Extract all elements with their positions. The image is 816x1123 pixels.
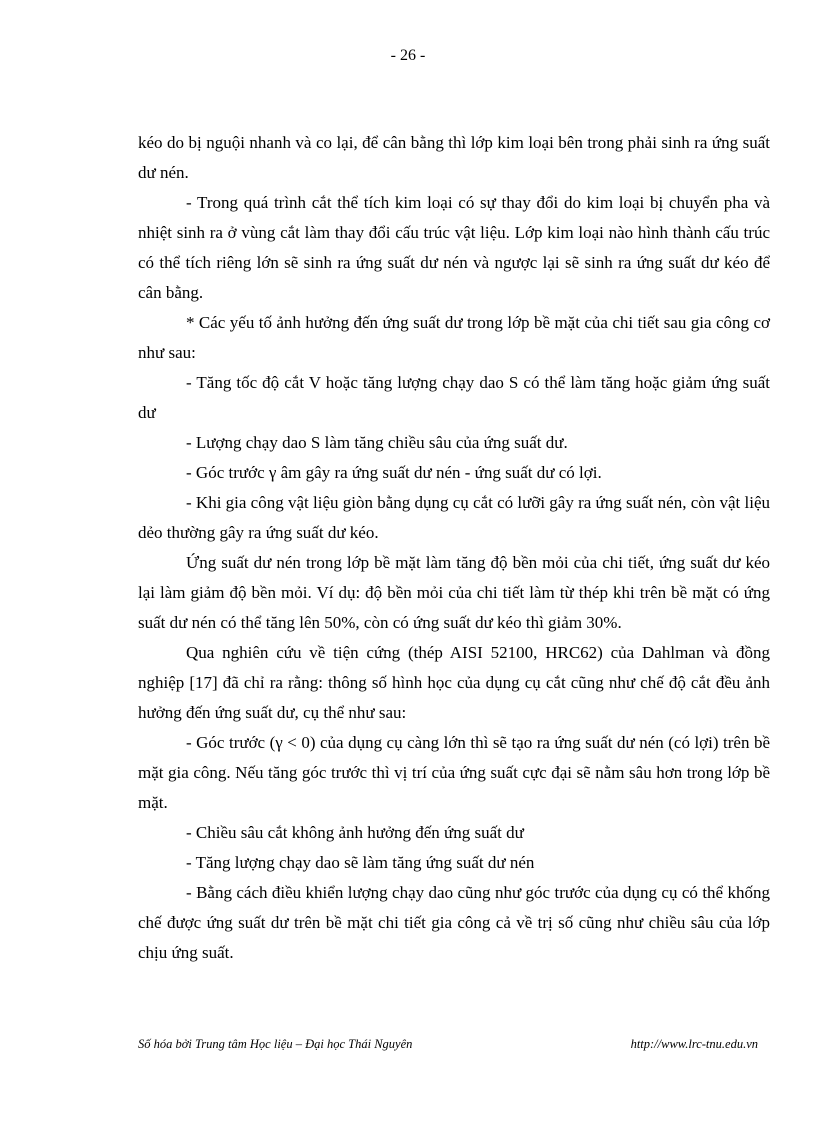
paragraph: Qua nghiên cứu về tiện cứng (thép AISI 52100, HRC62) của Dahlman và đồng nghiệp [17] đã chỉ ra rằng: thông số hình học của dụng cụ cắt cũng như chế độ cắt đều ảnh hưởng đến ứng suất dư, cụ thể như sau: (138, 643, 770, 722)
paragraph: - Trong quá trình cắt thể tích kim loại có sự thay đổi do kim loại bị chuyển pha và nhiệt sinh ra ở vùng cắt làm thay đổi cấu trúc vật liệu. Lớp kim loại nào hình thành cấu trúc có thể tích riêng lớn sẽ sinh ra ứng suất dư nén và ngược lại sẽ sinh ra ứng suất dư kéo để cân bằng. (138, 193, 770, 302)
paragraph: - Khi gia công vật liệu giòn bằng dụng cụ cắt có lưỡi gây ra ứng suất nén, còn vật liệu dẻo thường gây ra ứng suất dư kéo. (138, 493, 771, 542)
paragraph: * Các yếu tố ảnh hưởng đến ứng suất dư trong lớp bề mặt của chi tiết sau gia công cơ như sau: (138, 313, 770, 362)
paragraph: - Tăng lượng chạy dao sẽ làm tăng ứng suất dư nén (186, 853, 535, 872)
paragraph: - Góc trước (γ < 0) của dụng cụ càng lớn thì sẽ tạo ra ứng suất dư nén (có lợi) trên bề mặt gia công. Nếu tăng góc trước thì vị trí của ứng suất cực đại sẽ nằm sâu hơn trong lớp bề mặt. (138, 733, 770, 812)
page-number: - 26 - (390, 47, 426, 64)
footer-source: Số hóa bởi Trung tâm Học liệu – Đại học Thái Nguyên (138, 1037, 413, 1051)
paragraph: - Góc trước γ âm gây ra ứng suất dư nén - ứng suất dư có lợi. (186, 463, 602, 482)
paragraph: - Bằng cách điều khiển lượng chạy dao cũng như góc trước của dụng cụ có thể khống chế được ứng suất dư trên bề mặt chi tiết gia công cả về trị số cũng như chiều sâu của lớp chịu ứng suất. (138, 883, 770, 962)
paragraph: - Chiều sâu cắt không ảnh hưởng đến ứng suất dư (186, 823, 524, 842)
paragraph: Ứng suất dư nén trong lớp bề mặt làm tăng độ bền mỏi của chi tiết, ứng suất dư kéo lại làm giảm độ bền mỏi. Ví dụ: độ bền mỏi của chi tiết làm từ thép khi trên bề mặt có ứng suất dư nén có thể tăng lên 50%, còn có ứng suất dư kéo thì giảm 30%. (138, 553, 770, 632)
body-text (138, 128, 770, 968)
paragraph: - Lượng chạy dao S làm tăng chiều sâu của ứng suất dư. (186, 433, 568, 452)
paragraph: - Tăng tốc độ cắt V hoặc tăng lượng chạy dao S có thể làm tăng hoặc giảm ứng suất dư (138, 373, 770, 422)
footer-url: http://www.lrc-tnu.edu.vn (630, 1037, 758, 1051)
paragraph: kéo do bị nguội nhanh và co lại, để cân bằng thì lớp kim loại bên trong phải sinh ra ứng suất dư nén. (138, 133, 770, 182)
